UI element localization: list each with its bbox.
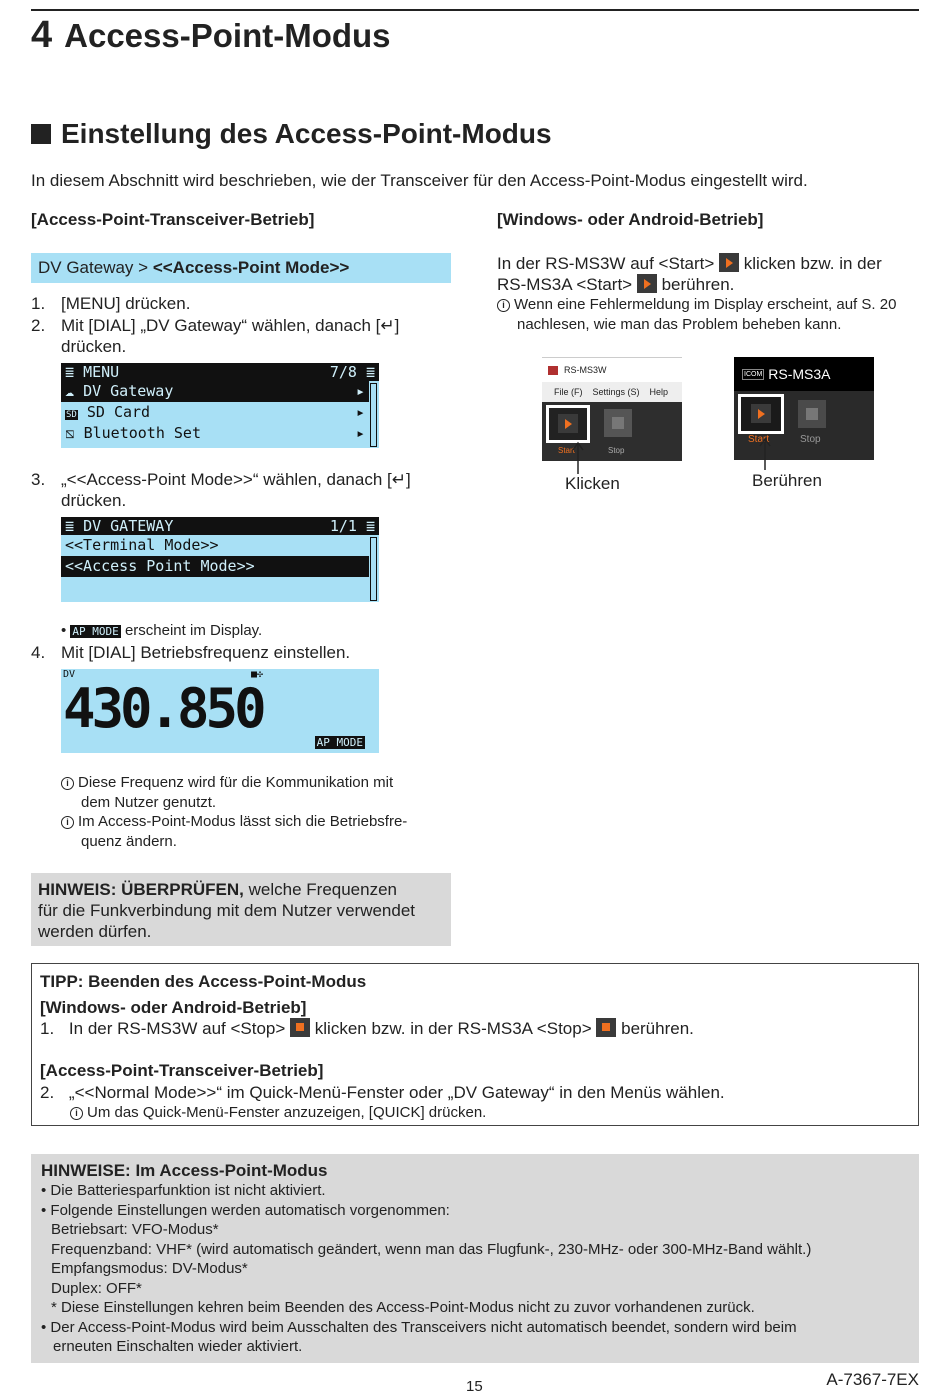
instr-text: In der RS-MS3W auf <Start> xyxy=(497,254,715,273)
arrow-right-icon: ▸ xyxy=(355,424,365,442)
frequency-lcd xyxy=(61,669,379,753)
right-instruction xyxy=(497,253,919,295)
lcd-frequency: 430.850 xyxy=(63,677,263,740)
stop-label: Stop xyxy=(800,434,821,445)
stop-button-icon xyxy=(290,1018,310,1037)
window-title: RS-MS3W xyxy=(564,365,607,375)
tip-step-1 xyxy=(40,1018,910,1039)
step-text: Mit [DIAL] „DV Gateway“ wählen, danach [↵] xyxy=(61,316,400,335)
step-number: 2. xyxy=(31,316,46,335)
sd-icon: SD xyxy=(66,410,77,420)
info-text-cont: quenz ändern. xyxy=(81,833,177,850)
lcd-scrollbar xyxy=(370,383,377,447)
step-text: „<<Access-Point Mode>>“ wählen, danach [↵] xyxy=(61,470,411,489)
hinweis-label: HINWEIS: ÜBERPRÜFEN, xyxy=(38,880,244,899)
section-heading xyxy=(31,118,552,150)
intro-text: In diesem Abschnitt wird beschrieben, wie der Transceiver für den Access-Point-Modus eingestellt wird. xyxy=(31,171,808,190)
window-titlebar xyxy=(542,358,682,382)
info-text-cont: nachlesen, wie man das Problem beheben kann. xyxy=(517,316,842,333)
tip-step-2 xyxy=(40,1082,910,1103)
step-3 xyxy=(31,469,451,511)
lcd-page: 7/8 xyxy=(329,363,357,381)
menu-path-target: <<Access-Point Mode>> xyxy=(152,258,350,277)
start-button-icon xyxy=(719,253,739,272)
notes-box xyxy=(31,1154,919,1363)
menu-help[interactable]: Help xyxy=(649,387,669,397)
stop-icon xyxy=(806,408,818,420)
menu-path-prefix: DV Gateway > xyxy=(38,258,153,277)
arrow-right-icon: ▸ xyxy=(355,403,365,421)
chapter-title: Access-Point-Modus xyxy=(64,17,391,54)
step-text: „<<Normal Mode>>“ im Quick-Menü-Fenster oder „DV Gateway“ in den Menüs wählen. xyxy=(68,1083,725,1102)
instr-text: berühren. xyxy=(661,275,735,294)
icom-logo: ICOM xyxy=(744,370,763,378)
app-title: RS-MS3A xyxy=(768,366,831,382)
left-heading: [Access-Point-Transceiver-Betrieb] xyxy=(31,210,315,229)
tip-box xyxy=(31,963,919,1126)
start-button-icon xyxy=(637,274,657,293)
notes-line: Frequenzband: VHF* (wird automatisch geändert, wenn man das Flugfunk-, 230-MHz- oder 300-MHz-Band wählt.) xyxy=(51,1240,812,1258)
step-number: 4. xyxy=(31,643,46,662)
play-icon xyxy=(751,404,771,423)
notes-line: Betriebsart: VFO-Modus* xyxy=(51,1221,219,1238)
lcd-row xyxy=(61,402,369,423)
step-number: 1. xyxy=(31,294,46,313)
step-number: 2. xyxy=(40,1083,55,1102)
document-code: A-7367-7EX xyxy=(826,1370,919,1389)
badge-note-text: erscheint im Display. xyxy=(124,622,263,639)
ap-mode-badge: AP MODE xyxy=(316,736,363,749)
step-text-cont: drücken. xyxy=(61,491,127,510)
step-4 xyxy=(31,642,451,663)
stop-button-icon xyxy=(596,1018,616,1037)
info-text-cont: dem Nutzer genutzt. xyxy=(81,794,217,811)
play-icon xyxy=(558,414,578,433)
tip-subheading-2: [Access-Point-Transceiver-Betrieb] xyxy=(40,1061,324,1080)
step-text: [MENU] drücken. xyxy=(61,294,191,313)
notes-line: • Die Batteriesparfunktion ist nicht aktiviert. xyxy=(41,1182,326,1199)
app-icon xyxy=(548,366,558,375)
lcd-row-label: SD Card xyxy=(86,403,151,421)
tip-subheading-1: [Windows- oder Android-Betrieb] xyxy=(40,998,307,1017)
lcd-scrollbar xyxy=(370,537,377,601)
notes-line: Duplex: OFF* xyxy=(51,1279,142,1297)
lcd-row-label: <<Access Point Mode>> xyxy=(65,557,255,575)
stop-button[interactable] xyxy=(798,400,826,428)
square-bullet-icon xyxy=(31,124,51,144)
chapter-number: 4 xyxy=(31,14,53,56)
click-label: Klicken xyxy=(565,474,620,493)
menu-settings[interactable]: Settings (S) xyxy=(592,387,640,397)
lcd-mode: DV xyxy=(63,669,76,680)
step-text: Mit [DIAL] Betriebsfrequenz einstellen. xyxy=(61,643,351,662)
step-text-cont: drücken. xyxy=(61,337,127,356)
lcd-header: ≣ DV GATEWAY 1/1 ≣ xyxy=(61,517,379,535)
signal-icon: ■✣ xyxy=(251,669,264,680)
ap-mode-badge: AP MODE xyxy=(72,625,119,638)
info-note-2 xyxy=(61,812,451,852)
hinweis-text: welche Frequenzen xyxy=(243,880,397,899)
step-number: 1. xyxy=(40,1019,55,1038)
tip-title: TIPP: Beenden des Access-Point-Modus xyxy=(40,972,367,991)
rs-ms3a-screenshot xyxy=(734,357,874,460)
badge-note: • AP MODE erscheint im Display. xyxy=(61,622,263,639)
start-label: Start xyxy=(558,446,575,455)
right-heading: [Windows- oder Android-Betrieb] xyxy=(497,210,764,229)
arrow-right-icon: ▸ xyxy=(355,382,365,400)
right-info-note xyxy=(497,295,919,335)
info-text: Im Access-Point-Modus lässt sich die Betriebsfre- xyxy=(78,813,408,830)
start-label: Start xyxy=(748,434,770,445)
touch-arrow xyxy=(758,436,772,472)
step-text: klicken bzw. in der RS-MS3A <Stop> xyxy=(314,1019,592,1038)
lcd-row xyxy=(61,535,369,556)
info-icon: i xyxy=(497,299,510,312)
cloud-icon: ☁ xyxy=(65,382,75,400)
click-arrow xyxy=(571,440,585,476)
lcd-header: ≣ MENU 7/8 ≣ xyxy=(61,363,379,381)
notes-title: HINWEISE: Im Access-Point-Modus xyxy=(41,1161,328,1180)
menu-path-bar xyxy=(31,253,451,283)
start-button[interactable] xyxy=(738,394,784,434)
chapter-heading xyxy=(31,14,391,57)
lcd-row-label: <<Terminal Mode>> xyxy=(65,536,219,554)
tip-info xyxy=(70,1103,486,1123)
lcd-row xyxy=(61,381,369,402)
lcd-title: DV GATEWAY xyxy=(83,517,174,535)
instr-text: RS-MS3A <Start> xyxy=(497,275,633,294)
lcd-row-label: DV Gateway xyxy=(83,382,174,400)
hinweis-box xyxy=(31,873,451,946)
step-text: berühren. xyxy=(621,1019,694,1038)
bluetooth-icon: ⧅ xyxy=(65,424,75,442)
info-note-1 xyxy=(61,773,451,813)
window-menubar xyxy=(542,382,682,402)
lcd-row-label: Bluetooth Set xyxy=(83,424,201,442)
lcd-row xyxy=(61,423,369,444)
stop-label: Stop xyxy=(608,446,625,455)
step-text: In der RS-MS3W auf <Stop> xyxy=(68,1019,286,1038)
section-title: Einstellung des Access-Point-Modus xyxy=(61,118,552,149)
step-1 xyxy=(31,293,451,314)
stop-button[interactable] xyxy=(604,409,632,437)
info-text: Um das Quick-Menü-Fenster anzuzeigen, [QUICK] drücken. xyxy=(87,1104,487,1121)
notes-line: * Diese Einstellungen kehren beim Beenden des Access-Point-Modus nicht zu zuvor vorhandenen zurück. xyxy=(51,1299,755,1316)
window-toolbar xyxy=(542,402,682,461)
notes-line: Empfangsmodus: DV-Modus* xyxy=(51,1260,248,1277)
gateway-lcd xyxy=(61,517,379,602)
menu-file[interactable]: File (F) xyxy=(554,387,583,397)
rs-ms3w-screenshot xyxy=(542,357,682,461)
touch-label: Berühren xyxy=(752,471,822,490)
app-header xyxy=(734,357,874,391)
start-button[interactable] xyxy=(546,405,590,443)
info-icon: i xyxy=(61,777,74,790)
step-2 xyxy=(31,315,451,357)
lcd-page: 1/1 xyxy=(329,517,357,535)
info-icon: i xyxy=(70,1107,83,1120)
page-number: 15 xyxy=(466,1378,483,1395)
hinweis-text: werden dürfen. xyxy=(38,922,152,941)
instr-text: klicken bzw. in der xyxy=(743,254,882,273)
notes-line: • Der Access-Point-Modus wird beim Ausschalten des Transceivers nicht automatisch beendet, sondern wird beim xyxy=(41,1318,797,1336)
menu-lcd xyxy=(61,363,379,448)
info-icon: i xyxy=(61,816,74,829)
step-number: 3. xyxy=(31,470,46,489)
stop-icon xyxy=(612,417,624,429)
notes-line: erneuten Einschalten wieder aktiviert. xyxy=(53,1338,303,1355)
hinweis-text: für die Funkverbindung mit dem Nutzer verwendet xyxy=(38,901,416,920)
lcd-title: MENU xyxy=(83,363,120,381)
info-text: Wenn eine Fehlermeldung im Display erscheint, auf S. 20 xyxy=(514,296,897,313)
lcd-row xyxy=(61,556,369,577)
notes-line: • Folgende Einstellungen werden automatisch vorgenommen: xyxy=(41,1201,450,1219)
info-text: Diese Frequenz wird für die Kommunikation mit xyxy=(78,774,394,791)
top-rule xyxy=(31,9,919,11)
